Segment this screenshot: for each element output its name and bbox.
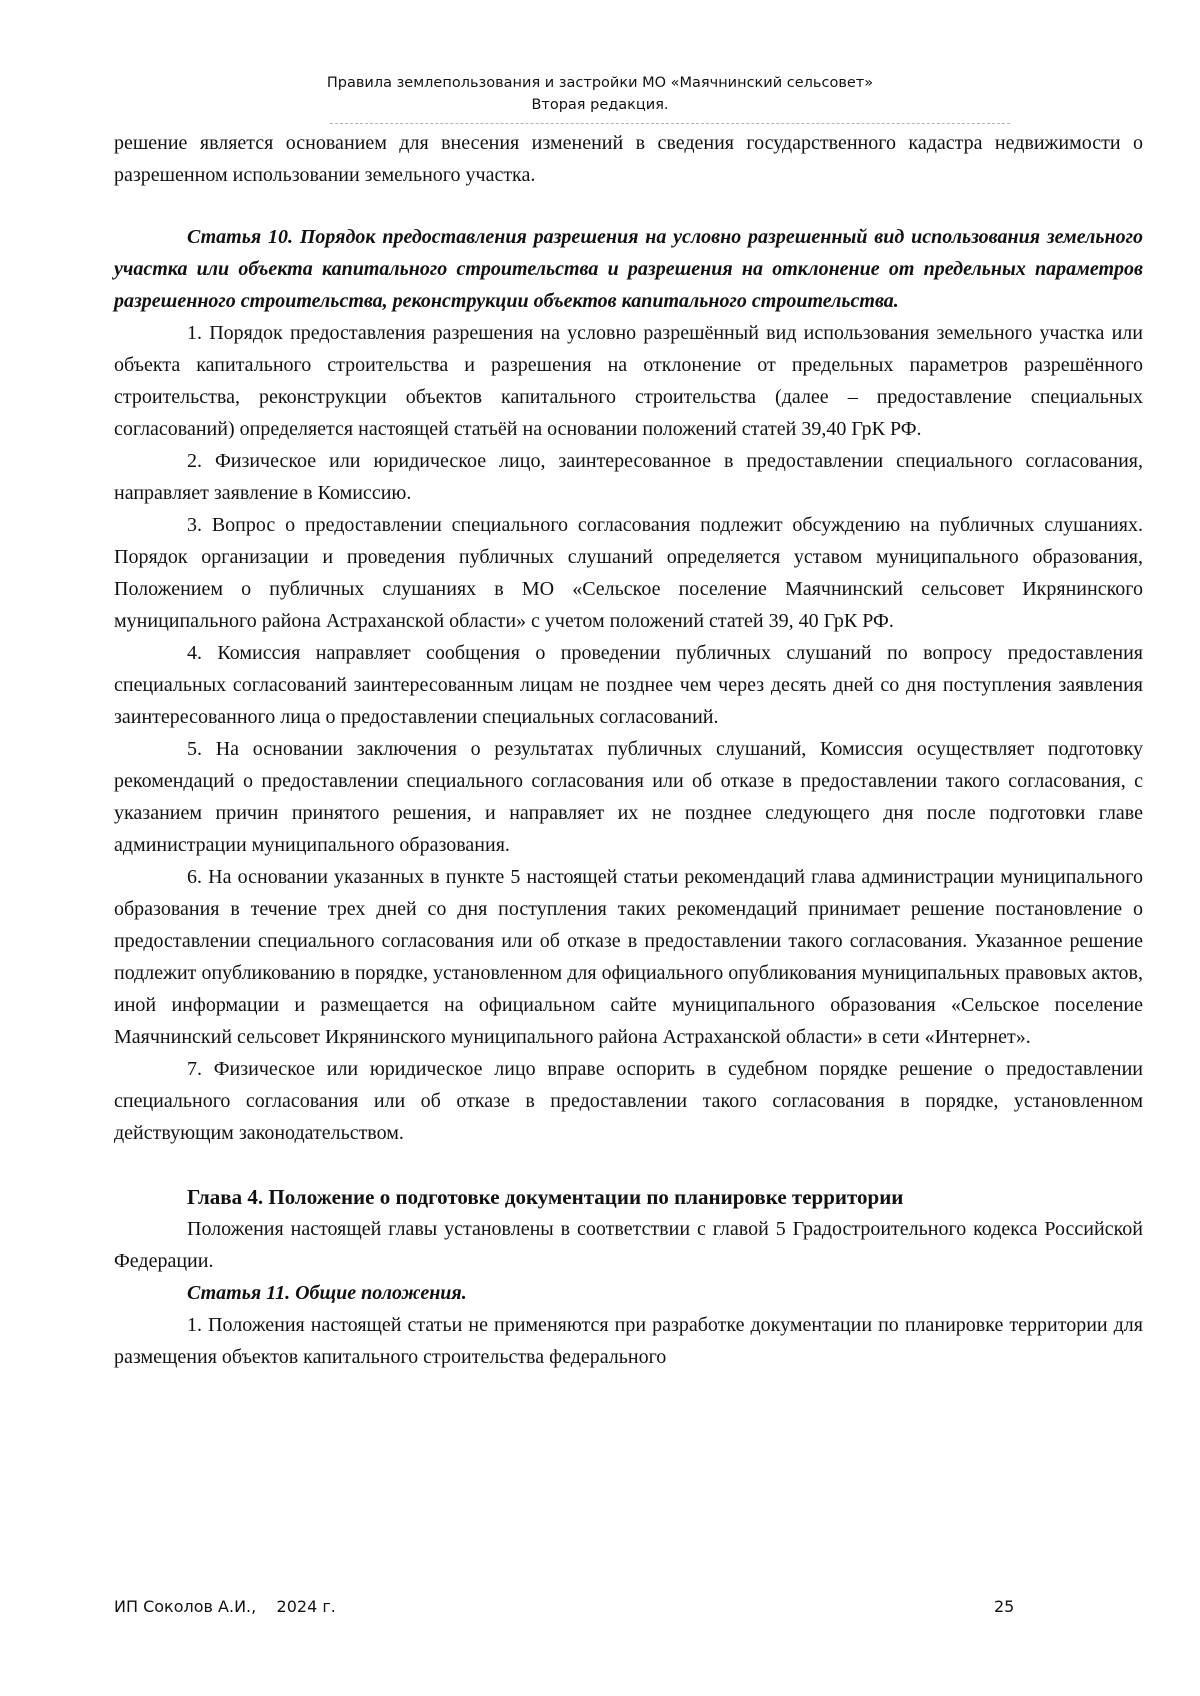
article-10-item-5: 5. На основании заключения о результатах публичных слушаний, Комиссия осуществляет подготовку рекомендаций о предоставлении специального согласования или об отказе в предоставлении такого согласования, с указанием причин принятого решения, и направляет их не позднее следующего дня после подготовки главе администрации муниципального образования. xyxy=(114,738,1143,856)
document-body xyxy=(114,127,1143,1373)
article-10-item-6: 6. На основании указанных в пункте 5 настоящей статьи рекомендаций глава администрации муниципального образования в течение трех дней со дня поступления таких рекомендаций принимает решение постановление о предоставлении специального согласования или об отказе в предоставлении такого согласования. Указанное решение подлежит опубликованию в порядке, установленном для официального опубликования муниципальных правовых актов, иной информации и размещается на официальном сайте муниципального образования «Сельское поселение Маячнинский сельсовет Икрянинского муниципального района Астраханской области» в сети «Интернет». xyxy=(114,866,1143,1048)
chapter-4-heading: Глава 4. Положение о подготовке документации по планировке территории xyxy=(187,1185,904,1209)
article-10-heading: Статья 10. Порядок предоставления разрешения на условно разрешенный вид использования земельного участка или объекта капитального строительства и разрешения на отклонение от предельных параметров разрешенного строительства, реконструкции объектов капитального строительства. xyxy=(114,226,1143,312)
article-10-item-1: 1. Порядок предоставления разрешения на условно разрешённый вид использования земельного участка или объекта капитального строительства и разрешения на отклонение от предельных параметров разрешённого строительства, реконструкции объектов капитального строительства (далее – предоставление специальных согласований) определяется настоящей статьёй на основании положений статей 39,40 ГрК РФ. xyxy=(114,322,1143,440)
header-divider xyxy=(330,123,1010,124)
page-number: 25 xyxy=(994,1597,1015,1616)
article-10-item-3: 3. Вопрос о предоставлении специального согласования подлежит обсуждению на публичных слушаниях. Порядок организации и проведения публичных слушаний определяется уставом муниципального образования, Положением о публичных слушаниях в МО «Сельское поселение Маячнинский сельсовет Икрянинского муниципального района Астраханской области» с учетом положений статей 39, 40 ГрК РФ. xyxy=(114,514,1143,632)
header-document-title: Правила землепользования и застройки МО «Маячнинский сельсовет» xyxy=(326,75,874,91)
article-11-item-1: 1. Положения настоящей статьи не применяются при разработке документации по планировке территории для размещения объектов капитального строительства федерального xyxy=(114,1314,1143,1368)
footer-author: ИП Соколов А.И., 2024 г. xyxy=(114,1597,336,1616)
article-10-item-7: 7. Физическое или юридическое лицо вправе оспорить в судебном порядке решение о предоставлении специального согласования или об отказе в предоставлении такого согласования в порядке, установленном действующим законодательством. xyxy=(114,1058,1143,1144)
intro-paragraph: решение является основанием для внесения изменений в сведения государственного кадастра недвижимости о разрешенном использовании земельного участка. xyxy=(114,132,1143,186)
article-11-heading: Статья 11. Общие положения. xyxy=(187,1282,467,1304)
article-10-item-4: 4. Комиссия направляет сообщения о проведении публичных слушаний по вопросу предоставления специальных согласований заинтересованным лицам не позднее чем через десять дней со дня поступления заявления заинтересованного лица о предоставлении специальных согласований. xyxy=(114,642,1143,728)
header-edition: Вторая редакция. xyxy=(531,97,669,113)
page-header xyxy=(120,72,1080,116)
chapter-4-intro: Положения настоящей главы установлены в соответствии с главой 5 Градостроительного кодекса Российской Федерации. xyxy=(114,1218,1143,1272)
article-10-item-2: 2. Физическое или юридическое лицо, заинтересованное в предоставлении специального согласования, направляет заявление в Комиссию. xyxy=(114,450,1143,504)
